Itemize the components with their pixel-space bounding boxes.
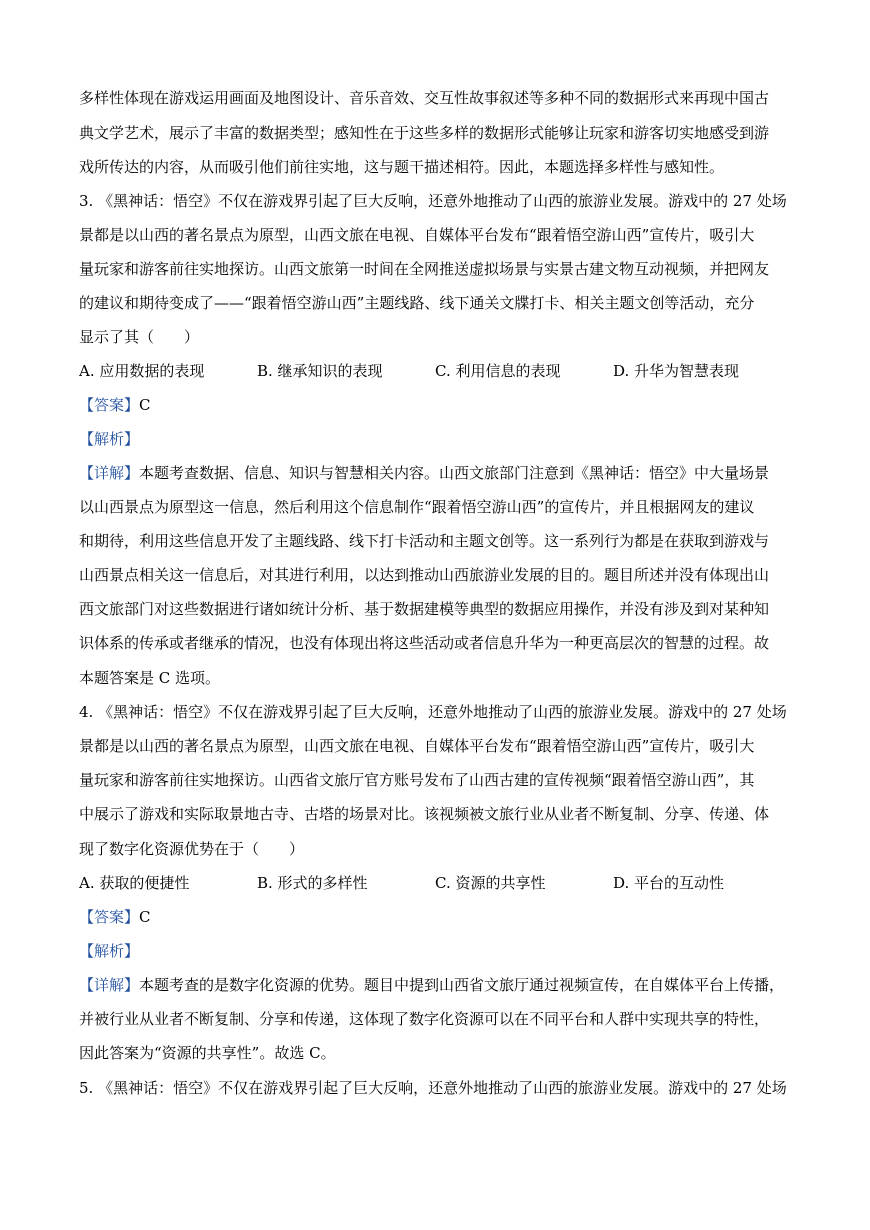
answer-tag: 【答案】 <box>79 908 140 926</box>
q3-stem-line: 显示了其（ ） <box>79 328 200 346</box>
q4-answer <box>79 906 795 928</box>
q3-detail-line: 和期待，利用这些信息开发了主题线路、线下打卡活动和主题文创等。这一系列行为都是在获取到游戏与 <box>79 532 770 550</box>
q4-option-b: B. 形式的多样性 <box>257 874 368 892</box>
q3-detail-line: 本题答案是 C 选项。 <box>79 669 221 687</box>
answer-tag: 【答案】 <box>79 396 140 414</box>
answer-value: C <box>139 908 151 926</box>
q4-stem-line: 现了数字化资源优势在于（ ） <box>79 840 305 858</box>
q4-option-a: A. 获取的便捷性 <box>79 874 190 892</box>
q4-option-c: C. 资源的共享性 <box>435 874 546 892</box>
q4-stem-line: 中展示了游戏和实际取景地古寺、古塔的场景对比。该视频被文旅行业从业者不断复制、分享、传递、体 <box>79 805 770 823</box>
q3-stem-line: 量玩家和游客前往实地探访。山西文旅第一时间在全网推送虚拟场景与实景古建文物互动视频，并把网友 <box>79 260 770 278</box>
q3-option-c: C. 利用信息的表现 <box>435 362 561 380</box>
q4-stem-line: 4. 《黑神话：悟空》不仅在游戏界引起了巨大反响，还意外地推动了山西的旅游业发展。游戏中的 27 处场 <box>79 703 787 721</box>
intro-line: 典文学艺术，展示了丰富的数据类型；感知性在于这些多样的数据形式能够让玩家和游客切实地感受到游 <box>79 124 770 142</box>
q3-detail-line <box>79 462 795 484</box>
q4-stem-line: 景都是以山西的著名景点为原型，山西文旅在电视、自媒体平台发布“跟着悟空游山西”宣传片，吸引大 <box>79 737 755 755</box>
intro-line: 多样性体现在游戏运用画面及地图设计、音乐音效、交互性故事叙述等多种不同的数据形式来再现中国古 <box>79 89 770 107</box>
detail-tag: 【详解】 <box>79 976 140 994</box>
analysis-tag: 【解析】 <box>79 430 140 448</box>
q3-option-d: D. 升华为智慧表现 <box>613 362 740 380</box>
detail-tag: 【详解】 <box>79 464 140 482</box>
detail-text: 本题考查的是数字化资源的优势。题目中提到山西省文旅厅通过视频宣传，在自媒体平台上传播， <box>139 976 785 994</box>
q3-detail-line: 以山西景点为原型这一信息，然后利用这个信息制作“跟着悟空游山西”的宣传片，并且根据网友的建议 <box>79 498 755 516</box>
intro-line: 戏所传达的内容，从而吸引他们前往实地，这与题干描述相符。因此，本题选择多样性与感知性。 <box>79 158 725 176</box>
q4-detail-line: 并被行业从业者不断复制、分享和传递，这体现了数字化资源可以在不同平台和人群中实现共享的特性， <box>79 1010 770 1028</box>
q4-detail-line <box>79 974 795 996</box>
q3-detail-line: 识体系的传承或者继承的情况，也没有体现出将这些活动或者信息升华为一种更高层次的智慧的过程。故 <box>79 634 770 652</box>
analysis-tag: 【解析】 <box>79 942 140 960</box>
q4-option-d: D. 平台的互动性 <box>613 874 725 892</box>
q4-options <box>79 872 795 894</box>
q3-option-b: B. 继承知识的表现 <box>257 362 383 380</box>
q3-answer <box>79 394 795 416</box>
q3-detail-line: 西文旅部门对这些数据进行诸如统计分析、基于数据建模等典型的数据应用操作，并没有涉及到对某种知 <box>79 600 770 618</box>
q3-stem-line: 的建议和期待变成了——“跟着悟空游山西”主题线路、线下通关文牒打卡、相关主题文创等活动，充分 <box>79 294 755 312</box>
q3-option-a: A. 应用数据的表现 <box>79 362 205 380</box>
q3-stem-line: 景都是以山西的著名景点为原型，山西文旅在电视、自媒体平台发布“跟着悟空游山西”宣传片，吸引大 <box>79 226 755 244</box>
answer-value: C <box>139 396 151 414</box>
q4-analysis <box>79 940 795 962</box>
q5-stem-line: 5. 《黑神话：悟空》不仅在游戏界引起了巨大反响，还意外地推动了山西的旅游业发展。游戏中的 27 处场 <box>79 1079 787 1097</box>
q3-analysis <box>79 428 795 450</box>
q3-detail-line: 山西景点相关这一信息后，对其进行利用，以达到推动山西旅游业发展的目的。题目所述并没有体现出山 <box>79 566 770 584</box>
q4-stem-line: 量玩家和游客前往实地探访。山西省文旅厅官方账号发布了山西古建的宣传视频“跟着悟空游山西”，其 <box>79 771 755 789</box>
q4-detail-line: 因此答案为“资源的共享性”。故选 C。 <box>79 1044 336 1062</box>
q3-stem-line: 3. 《黑神话：悟空》不仅在游戏界引起了巨大反响，还意外地推动了山西的旅游业发展。游戏中的 27 处场 <box>79 192 787 210</box>
q3-options <box>79 360 795 382</box>
detail-text: 本题考查数据、信息、知识与智慧相关内容。山西文旅部门注意到《黑神话：悟空》中大量场景 <box>139 464 770 482</box>
